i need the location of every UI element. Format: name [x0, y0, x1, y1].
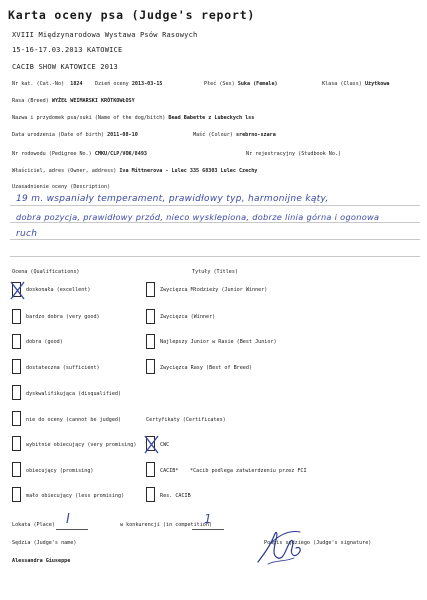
event-name: XVIII Międzynarodowa Wystawa Psów Rasowych [12, 31, 198, 39]
qualification-label: nie do oceny (cannot be judged) [26, 417, 122, 423]
cat-no-value: 1824 [70, 81, 83, 87]
sex-field [204, 81, 278, 87]
sex-label: Płeć (Sex) [204, 81, 235, 87]
title-label: Zwycięzca (Winner) [160, 314, 216, 320]
qualification-label: dobra (good) [26, 339, 63, 345]
checkbox-sufficient[interactable] [12, 359, 21, 374]
dob-label: Data urodzenia (Date of birth) [12, 132, 105, 138]
checkbox-best-junior[interactable] [146, 334, 155, 349]
certificate-label: Res. CACIB [160, 493, 191, 499]
dog-name-value: Bead Babette z Lubeckych lss [168, 115, 255, 121]
place-underline [56, 529, 88, 530]
checkbox-res-cacib[interactable] [146, 487, 155, 502]
report-title: Karta oceny psa (Judge's report) [8, 8, 256, 22]
owner-label: Właściciel, adres (Owner, address) [12, 168, 117, 174]
checkbox-winner[interactable] [146, 309, 155, 324]
qualification-label: mało obiecujący (less promising) [26, 493, 125, 499]
description-line: ruch [16, 229, 38, 239]
dog-name-label: Nazwa i przydomek psa/suki (Name of the dog/bitch) [12, 115, 166, 121]
cat-no-field [12, 81, 83, 87]
description-rule [10, 239, 420, 240]
judge-signature [250, 524, 310, 570]
owner-field [12, 168, 257, 174]
checkbox-best-of-breed[interactable] [146, 359, 155, 374]
certificate-label: CWC [160, 442, 170, 448]
checkbox-cwc[interactable] [146, 436, 155, 451]
qualification-label: dyskwalifikująca (disqualified) [26, 391, 122, 397]
judge-name-label: Sędzia (Judge's name) [12, 540, 77, 546]
breed-value: WYŻEŁ WEIMARSKI KRÓTKOWŁOSY [51, 98, 135, 104]
checkbox-promising[interactable] [12, 462, 21, 477]
check-mark-icon [144, 435, 159, 454]
owner-value: Iva Mittnerova - Lulec 335 68303 Lulec Czechy [119, 168, 258, 174]
pedigree-field [12, 151, 147, 157]
place-value: I [66, 512, 71, 527]
checkbox-very-promising[interactable] [12, 436, 21, 451]
colour-field [193, 132, 276, 138]
qualifications-label: Ocena (Qualifications) [12, 269, 80, 275]
day-value: 2013-03-15 [131, 81, 163, 87]
judge-name: Alessandra Giuseppe [12, 558, 71, 564]
class-field [322, 81, 390, 87]
pedigree-label: Nr rodowodu (Pedigree No.) [12, 151, 92, 157]
title-label: Zwycięzca Młodzieży (Junior Winner) [160, 287, 268, 293]
certificates-label: Certyfikaty (Certificates) [146, 417, 226, 423]
class-value: Użytkowa [364, 81, 390, 87]
qualification-label: wybitnie obiecujący (very promising) [26, 442, 137, 448]
checkbox-junior-winner[interactable] [146, 282, 155, 297]
check-mark-icon [10, 281, 25, 300]
breed-field [12, 98, 135, 104]
cat-no-label: Nr kat. (Cat.-No) [12, 81, 65, 87]
dog-name-field [12, 115, 254, 121]
studbook-label: Nr rejestracyjny (Studbook No.) [246, 151, 342, 157]
day-field [95, 81, 162, 87]
competition-underline [192, 529, 224, 530]
description-line: dobra pozycja, prawidłowy przód, nieco wysklepiona, dobrze linia górna i ogonowa [16, 212, 380, 222]
day-label: Dzień oceny [95, 81, 129, 87]
dob-field [12, 132, 138, 138]
studbook-field [246, 151, 341, 157]
judge-name-value [12, 558, 70, 564]
checkbox-less-promising[interactable] [12, 487, 21, 502]
description-rule [10, 256, 420, 257]
description-line: 19 m. wspaniały temperament, prawidłowy typ, harmonijne kąty, [16, 194, 329, 204]
place-label: Lokata (Place) [12, 522, 55, 528]
description-label: Uzasadnienie oceny (Description) [12, 184, 111, 190]
class-label: Klasa (Class) [322, 81, 362, 87]
qualification-label: bardzo dobra (very good) [26, 314, 100, 320]
description-rule [10, 222, 420, 223]
checkbox-cacib[interactable] [146, 462, 155, 477]
certificate-label: CACIB* [160, 468, 179, 474]
event-date-place: 15-16-17.03.2013 KATOWICE [12, 46, 123, 54]
pedigree-value: CMKU/CLP/VOK/8493 [94, 151, 147, 157]
breed-label: Rasa (Breed) [12, 98, 49, 104]
checkbox-excellent[interactable] [12, 282, 21, 297]
checkbox-disqualified[interactable] [12, 385, 21, 400]
colour-label: Maść (Colour) [193, 132, 233, 138]
qualification-label: doskonała (excellent) [26, 287, 91, 293]
sex-value: Suka (Female) [237, 81, 278, 87]
dob-value: 2011-08-10 [107, 132, 138, 138]
title-label: Zwycięzca Rasy (Best of Breed) [160, 365, 253, 371]
checkbox-very-good[interactable] [12, 309, 21, 324]
cacib-note: *Cacib podlega zatwierdzeniu przez FCI [190, 468, 307, 474]
qualification-label: dostateczna (sufficient) [26, 365, 100, 371]
competition-label: w konkurencji (in competition) [120, 522, 213, 528]
checkbox-cannot-be-judged[interactable] [12, 411, 21, 426]
checkbox-good[interactable] [12, 334, 21, 349]
description-rule [10, 205, 420, 206]
show-name: CACIB SHOW KATOWICE 2013 [12, 63, 118, 71]
signature-label: Podpis sędziego (Judge's signature) [264, 540, 372, 546]
qualification-label: obiecujący (promising) [26, 468, 94, 474]
title-label: Najlepszy Junior w Rasie (Best Junior) [160, 339, 277, 345]
competition-value: 1 [204, 512, 212, 526]
colour-value: srebrno-szara [235, 132, 276, 138]
titles-label: Tytuły (Titles) [192, 269, 239, 275]
